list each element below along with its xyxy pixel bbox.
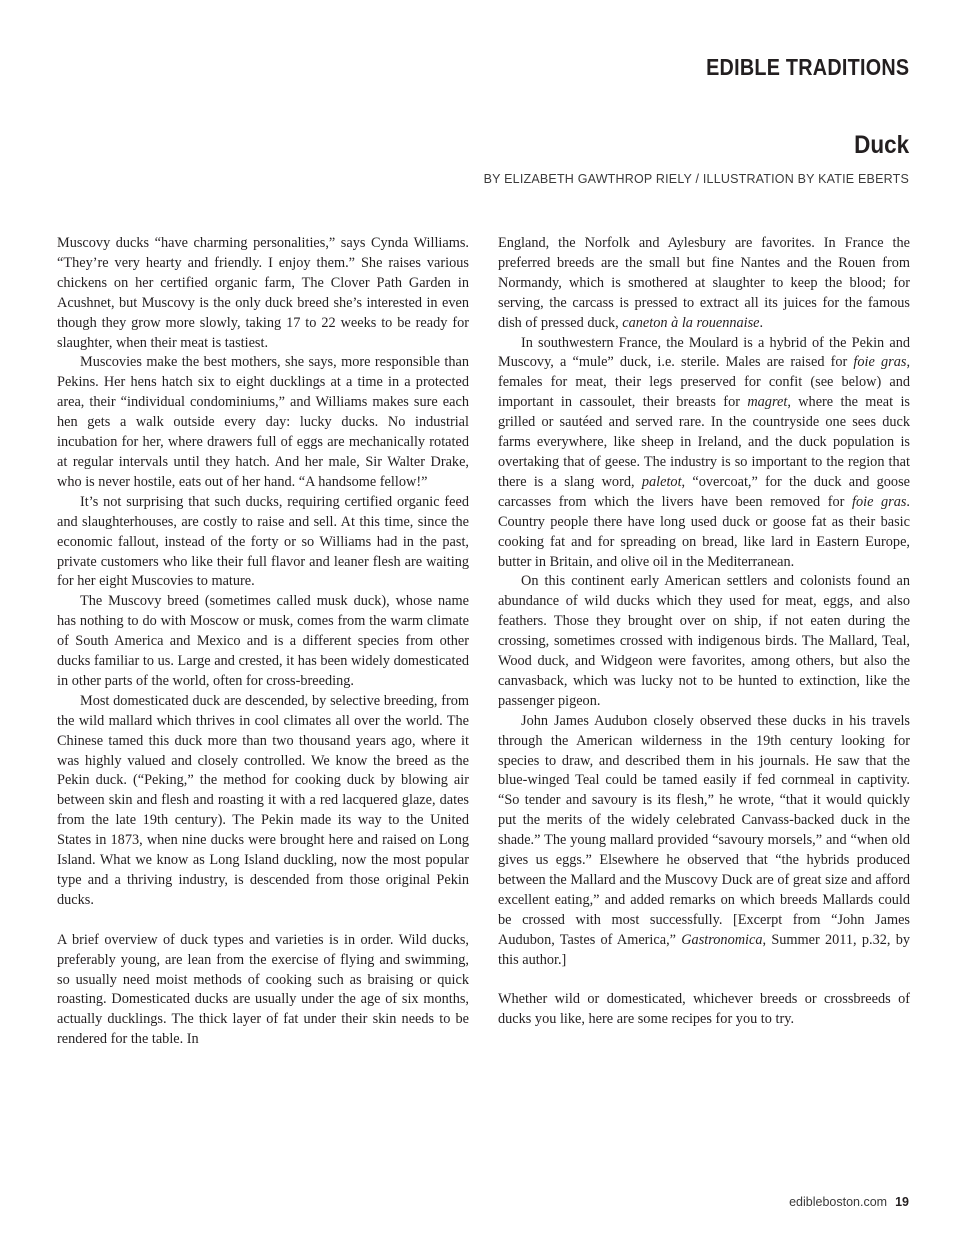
- italic-term: foie gras: [853, 354, 907, 371]
- paragraph: England, the Norfolk and Aylesbury are favorites. In France the preferred breeds are the small but fine Nantes and the Rouen from Normandy, which is smothered at slaughter to keep the blood; for serving, the carcass is pressed to extract all its juices for the famous dish of pressed duck, caneton à la rouennaise.: [498, 235, 910, 331]
- italic-term: magret: [747, 394, 788, 411]
- paragraph: Muscovy ducks “have charming personalities,” says Cynda Williams. “They’re very hearty and friendly. I enjoy them.” She raises various chickens on her certified organic farm, The Clover Path Garden in Acushnet, but Muscovy is the only duck breed she’s interested in even though they grow more slowly, taking 17 to 22 weeks to be ready for slaughter, when their meat is tastiest.: [57, 235, 469, 351]
- right-column: [498, 234, 910, 1030]
- paragraph: John James Audubon closely observed these ducks in his travels through the American wilderness in the 19th century looking for species to draw, and described them in his journals. He saw that the blue-winged Teal could be tamed easily if fed cornmeal in captivity. “So tender and savoury is its flesh,” he wrote, “that it would quickly put the merits of the widely celebrated Canvass-backed duck in the shade.” The young mallard provided “savoury morsels,” and “when old gives us eggs.” Elsewhere he observed that “the hybrids produced between the Mallard and the Muscovy Duck are of great size and afford excellent eating,” and added remarks on which breeds Mallards could be crossed with most successfully. [Excerpt from “John James Audubon, Tastes of America,” Gastronomica, Summer 2011, p.32, by this author.]: [498, 712, 910, 968]
- page-number: 19: [895, 1195, 909, 1209]
- section-label: EDIBLE TRADITIONS: [705, 54, 909, 80]
- paragraph: Most domesticated duck are descended, by selective breeding, from the wild mallard which thrives in cool climates all over the world. The Chinese tamed this duck more than two thousand years ago, where it was highly valued and closely controlled. We know the breed as the Pekin duck. (“Peking,” the method for cooking duck by blowing air between skin and flesh and roasting it with a red lacquered glaze, dates from the late 19th century). The Pekin made its way to the United States in 1873, when nine ducks were brought here and raised on Long Island. What we know as Long Island duckling, now the most popular type and a thriving industry, is descended from those original Pekin ducks.: [57, 692, 469, 908]
- paragraph: On this continent early American settlers and colonists found an abundance of wild ducks which they used for meat, eggs, and also feathers. Those they brought over on ship, if not eaten during the crossing, sometimes crossed with indigenous birds. The Mallard, Teal, Wood duck, and Widgeon were favorites, among others, but also the canvasback, which was lucky not to be hunted to extinction, like the passenger pigeon.: [498, 573, 910, 709]
- article-title: Duck: [853, 131, 909, 159]
- site-url: edibleboston.com: [789, 1195, 888, 1209]
- italic-term: caneton à la rouennaise: [622, 314, 760, 331]
- paragraph: Muscovies make the best mothers, she says, more responsible than Pekins. Her hens hatch six to eight ducklings at a time in a protected area, their “individual condominiums,” and Williams makes sure each hen gets a walk outside every day: lucky ducks. No industrial incubation for her, where drawers full of eggs are mechanically rotated at regular intervals until they hatch. And her male, Sir Walter Drake, who is never hostile, eats out of her hand. “A handsome fellow!”: [57, 354, 469, 490]
- paragraph: Whether wild or domesticated, whichever breeds or crossbreeds of ducks you like, here are some recipes for you to try.: [498, 991, 910, 1028]
- paragraph: The Muscovy breed (sometimes called musk duck), whose name has nothing to do with Moscow or musk, comes from the warm climate of South America and Mexico and is a different species from other ducks familiar to us. Large and crested, it has been widely domesticated in other parts of the world, often for cross-breeding.: [57, 593, 469, 689]
- paragraph: A brief overview of duck types and varieties is in order. Wild ducks, preferably young, are lean from the exercise of flying and swimming, so usually need moist methods of cooking such as braising or quick roasting. Domesticated ducks are usually under the age of six months, actually ducklings. The thick layer of fat under their skin needs to be rendered for the table. In: [57, 931, 469, 1048]
- byline: BY ELIZABETH GAWTHROP RIELY / ILLUSTRATION BY KATIE EBERTS: [483, 172, 909, 186]
- italic-term: paletot: [641, 473, 682, 490]
- page-footer: [789, 1195, 909, 1209]
- paragraph: It’s not surprising that such ducks, requiring certified organic feed and slaughterhouses, are costly to raise and sell. At this time, since the economic fallout, instead of the forty or so Williams had in the past, private customers who like their full flavor and leaner flesh are waiting for her eight Muscovies to mature.: [57, 493, 469, 590]
- paragraph: In southwestern France, the Moulard is a hybrid of the Pekin and Muscovy, a “mule” duck, i.e. sterile. Males are raised for foie gras, females for meat, their legs preserved for confit (see below) and important in cassoulet, their breasts for magret, where the meat is grilled or sautéed and served rare. In the countryside one sees duck farms everywhere, like sheep in Ireland, and the duck population is overtaking that of geese. The industry is so important to the region that there is a slang word, paletot, “overcoat,” for the duck and goose carcasses from which the livers have been removed for foie gras. Country people there have long used duck or goose fat as their basic cooking fat and for spreading on bread, like lard in Eastern Europe, butter in Britain, and olive oil in the Mediterranean.: [498, 334, 911, 570]
- left-column: [57, 234, 469, 1050]
- italic-term: foie gras: [851, 493, 907, 510]
- italic-term: Gastronomica: [681, 931, 763, 948]
